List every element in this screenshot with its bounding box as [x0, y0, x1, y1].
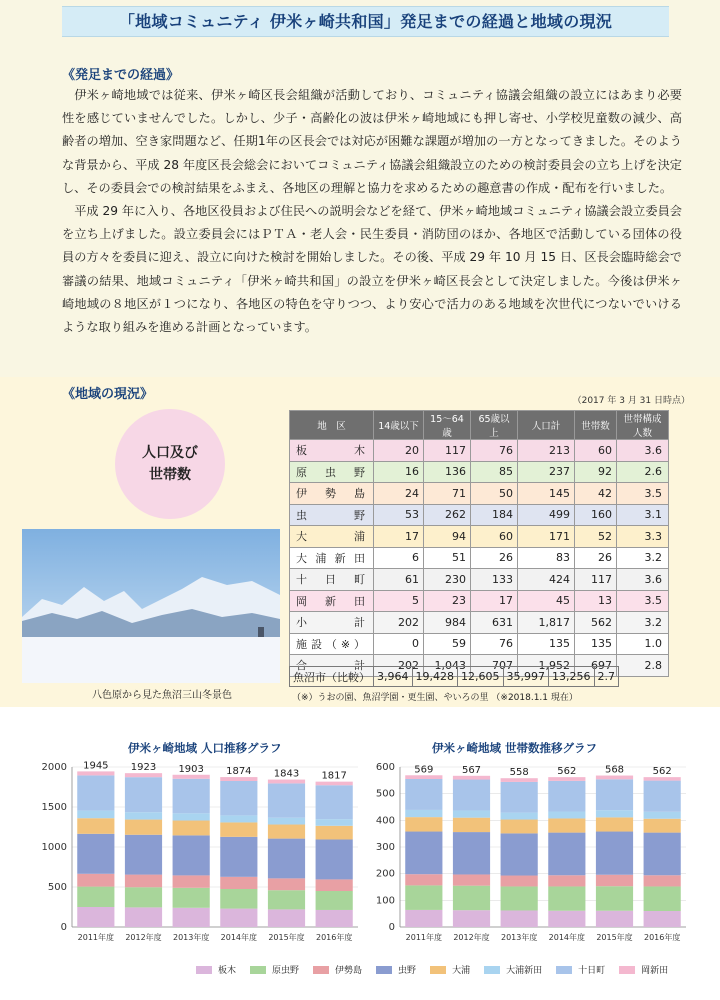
bar-segment-岡新田 [316, 782, 353, 786]
population-chart-title: 伊米ヶ崎地域 人口推移グラフ [128, 741, 282, 755]
x-tick-label: 2012年度 [453, 933, 490, 942]
table-cell: 1.0 [617, 633, 669, 655]
table-cell: 3.2 [617, 547, 669, 569]
x-tick-label: 2015年度 [596, 933, 633, 942]
x-tick-label: 2015年度 [268, 933, 305, 942]
bar-segment-大浦新田 [453, 810, 490, 817]
bar-segment-板木 [644, 911, 681, 927]
bar-segment-岡新田 [125, 773, 162, 777]
table-cell: 3.1 [617, 504, 669, 526]
table-header-cell: 地 区 [290, 411, 374, 440]
bar-segment-十日町 [173, 779, 210, 814]
date-note: （2017 年 3 月 31 日時点） [572, 396, 690, 406]
bar-segment-岡新田 [644, 777, 681, 780]
table-cell: 117 [424, 440, 471, 462]
circle-line-2: 世帯数 [149, 467, 191, 483]
legend-label: 岡新田 [641, 966, 669, 976]
bar-segment-伊勢島 [316, 879, 353, 891]
table-header-cell: 65歳以上 [471, 411, 518, 440]
bar-segment-原虫野 [596, 886, 633, 911]
bar-segment-板木 [268, 909, 305, 927]
bar-segment-原虫野 [77, 887, 114, 907]
history-paragraph-2: 平成 29 年に入り、各地区役員および住民への説明会などを経て、伊米ヶ崎地域コミュニティ協議会設立委員会を立ち上げました。設立委員会にはＰＴＡ・老人会・民生委員・消防団のほか、各地区で活動している団体の役員の方々を委員に迎え、設立に向けた検討を開始しました。その後、平成 29 年 10 月 15 日、区長会臨時総会で審議の結果、地域コミュニティ「伊米ヶ崎共和国」の設立を伊米ヶ崎区長会として決定しました。今後は伊米ヶ崎地域の８地区が１つになり、各地区の特色を守りつつ、より安心で活力のある地域を次世代につないでいけるような取り組みを進める計画となっています。 [62, 204, 682, 335]
bar-segment-大浦 [548, 818, 585, 832]
bar-segment-虫野 [173, 835, 210, 875]
table-cell: 184 [471, 504, 518, 526]
table-row [290, 440, 669, 462]
table-cell: 76 [471, 440, 518, 462]
table-cell: 3.3 [617, 526, 669, 548]
table-cell: 60 [471, 526, 518, 548]
bar-segment-虫野 [596, 832, 633, 875]
y-tick-label: 300 [375, 842, 395, 853]
bar-segment-大浦新田 [596, 810, 633, 817]
legend-label: 板木 [218, 966, 237, 976]
bar-segment-十日町 [596, 779, 633, 810]
bar-total-label: 1945 [83, 760, 109, 772]
legend-item [376, 963, 416, 976]
bar-segment-大浦 [220, 822, 257, 836]
table-cell: 20 [374, 440, 424, 462]
bar-segment-虫野 [453, 832, 490, 874]
table-cell: 23 [424, 590, 471, 612]
table-cell: 52 [575, 526, 617, 548]
bar-segment-大浦新田 [501, 813, 538, 820]
bar-segment-虫野 [316, 839, 353, 879]
current-status-section [0, 377, 720, 707]
legend-swatch [619, 966, 635, 974]
population-chart [30, 755, 370, 950]
chart-legend [196, 963, 682, 976]
table-header-cell: 人口計 [518, 411, 575, 440]
bar-segment-板木 [173, 908, 210, 927]
households-chart [358, 755, 698, 950]
bar-segment-伊勢島 [501, 876, 538, 887]
x-tick-label: 2013年度 [500, 933, 538, 942]
bar-segment-虫野 [548, 833, 585, 876]
table-cell: 202 [374, 655, 424, 677]
bar-total-label: 567 [461, 764, 482, 776]
bar-segment-大浦新田 [644, 812, 681, 819]
table-cell: 117 [575, 569, 617, 591]
legend-swatch [250, 966, 266, 974]
bar-segment-大浦新田 [316, 819, 353, 826]
table-cell: 71 [424, 483, 471, 505]
bar-segment-大浦新田 [173, 813, 210, 820]
bar-total-label: 569 [414, 764, 434, 776]
table-cell: 499 [518, 504, 575, 526]
bar-segment-大浦新田 [125, 812, 162, 819]
page-title: 「地域コミュニティ 伊米ヶ崎共和国」発足までの経過と地域の現況 [118, 12, 613, 31]
table-cell: 6 [374, 547, 424, 569]
table-row [290, 504, 669, 526]
circle-line-1: 人口及び [142, 445, 198, 461]
households-chart-title: 伊米ヶ崎地域 世帯数推移グラフ [432, 741, 598, 755]
district-name-cell: 原虫野 [290, 461, 374, 483]
table-cell: 24 [374, 483, 424, 505]
bar-segment-伊勢島 [125, 875, 162, 888]
bar-segment-大浦 [644, 819, 681, 833]
bar-segment-虫野 [501, 833, 538, 875]
table-cell: 1,952 [518, 655, 575, 677]
table-cell: 230 [424, 569, 471, 591]
y-tick-label: 200 [375, 868, 395, 880]
table-cell: 707 [471, 655, 518, 677]
table-cell: 51 [424, 547, 471, 569]
bar-segment-大浦 [596, 817, 633, 831]
bar-segment-大浦 [316, 826, 353, 840]
district-name-cell: 大浦新田 [290, 547, 374, 569]
bar-segment-大浦新田 [77, 811, 114, 819]
bar-segment-原虫野 [316, 891, 353, 910]
bar-segment-虫野 [220, 837, 257, 877]
district-name-cell: 合計 [290, 655, 374, 677]
bar-segment-岡新田 [268, 780, 305, 784]
table-header-cell: 15〜64歳 [424, 411, 471, 440]
winter-landscape-photo [22, 529, 280, 683]
bar-segment-岡新田 [453, 776, 490, 780]
bar-segment-岡新田 [220, 777, 257, 781]
bar-segment-板木 [77, 907, 114, 927]
bar-segment-大浦 [173, 821, 210, 836]
section-heading-status: 《地域の現況》 [62, 387, 154, 402]
city-comparison-row [290, 667, 619, 687]
winter-landscape-illustration [22, 529, 280, 683]
table-cell: 94 [424, 526, 471, 548]
bar-segment-岡新田 [548, 777, 585, 781]
bar-segment-大浦新田 [268, 818, 305, 825]
bar-segment-伊勢島 [548, 875, 585, 886]
bar-segment-十日町 [405, 779, 442, 810]
bar-segment-原虫野 [268, 890, 305, 909]
district-name-cell: 大浦 [290, 526, 374, 548]
bar-segment-岡新田 [596, 776, 633, 780]
table-cell: 262 [424, 504, 471, 526]
y-tick-label: 600 [375, 762, 395, 773]
table-cell: 697 [575, 655, 617, 677]
bar-segment-板木 [316, 910, 353, 927]
table-cell: 42 [575, 483, 617, 505]
table-cell: 0 [374, 633, 424, 655]
bar-segment-伊勢島 [596, 875, 633, 886]
bar-segment-大浦 [125, 820, 162, 835]
table-cell: 13 [575, 590, 617, 612]
bar-segment-虫野 [405, 832, 442, 875]
legend-swatch [430, 966, 446, 974]
district-name-cell: 岡新田 [290, 590, 374, 612]
bar-segment-十日町 [316, 785, 353, 819]
bar-segment-板木 [405, 910, 442, 927]
table-cell: 13,256 [549, 667, 595, 687]
table-cell: 213 [518, 440, 575, 462]
table-cell: 35,997 [503, 667, 549, 687]
bar-segment-大浦新田 [405, 810, 442, 817]
legend-item [484, 963, 542, 976]
table-header-row [290, 411, 669, 440]
table-cell: 83 [518, 547, 575, 569]
bar-segment-虫野 [77, 834, 114, 874]
population-circle-label [115, 409, 225, 519]
bar-segment-大浦 [77, 818, 114, 834]
legend-label: 原虫野 [272, 966, 300, 976]
bar-segment-十日町 [220, 781, 257, 815]
legend-label: 虫野 [398, 966, 417, 976]
photo-caption: 八色原から見た魚沼三山冬景色 [92, 690, 232, 701]
bar-segment-伊勢島 [268, 878, 305, 890]
table-cell: 5 [374, 590, 424, 612]
table-cell: 562 [575, 612, 617, 634]
table-cell: 3.5 [617, 590, 669, 612]
bar-segment-原虫野 [548, 886, 585, 910]
bar-segment-板木 [501, 910, 538, 927]
table-cell: 136 [424, 461, 471, 483]
x-tick-label: 2016年度 [643, 933, 681, 942]
legend-item [250, 963, 299, 976]
legend-label: 大浦新田 [506, 966, 543, 976]
legend-swatch [376, 966, 392, 974]
bar-segment-伊勢島 [453, 874, 490, 885]
district-name-cell: 板木 [290, 440, 374, 462]
x-tick-label: 2016年度 [315, 933, 353, 942]
table-cell: 26 [575, 547, 617, 569]
y-tick-label: 1500 [41, 802, 67, 813]
bar-total-label: 562 [652, 766, 672, 778]
bar-segment-大浦新田 [220, 815, 257, 822]
bar-segment-十日町 [501, 782, 538, 813]
table-cell: 59 [424, 633, 471, 655]
bar-total-label: 562 [557, 766, 577, 778]
bar-segment-伊勢島 [173, 875, 210, 887]
bar-segment-十日町 [77, 775, 114, 810]
y-tick-label: 1000 [41, 842, 67, 853]
legend-label: 大浦 [452, 966, 471, 976]
table-cell: 61 [374, 569, 424, 591]
bar-segment-虫野 [644, 833, 681, 876]
x-tick-label: 2014年度 [220, 933, 258, 942]
table-cell: 135 [518, 633, 575, 655]
table-cell: 85 [471, 461, 518, 483]
table-cell: 1,043 [424, 655, 471, 677]
history-section [0, 0, 720, 377]
district-name-cell: 小計 [290, 612, 374, 634]
legend-label: 伊勢島 [335, 966, 363, 976]
bar-total-label: 558 [509, 767, 529, 779]
bar-segment-岡新田 [77, 771, 114, 775]
city-comparison-table [289, 666, 619, 687]
section-heading-history: 《発足までの経過》 [62, 68, 180, 83]
table-row [290, 526, 669, 548]
y-tick-label: 400 [375, 815, 395, 827]
bar-segment-板木 [125, 907, 162, 927]
table-header-cell: 14歳以下 [374, 411, 424, 440]
table-cell: 160 [575, 504, 617, 526]
bar-segment-大浦 [501, 820, 538, 834]
table-cell: 3,964 [374, 667, 413, 687]
bar-segment-虫野 [268, 839, 305, 879]
bar-segment-原虫野 [125, 887, 162, 907]
charts-section [0, 707, 720, 1000]
table-row [290, 590, 669, 612]
table-cell: 3.2 [617, 612, 669, 634]
y-tick-label: 0 [60, 922, 67, 933]
bar-segment-原虫野 [501, 886, 538, 910]
y-tick-label: 2000 [41, 762, 67, 773]
bar-segment-大浦新田 [548, 812, 585, 819]
legend-swatch [196, 966, 212, 974]
history-body [62, 84, 682, 339]
bar-segment-十日町 [644, 781, 681, 812]
bar-segment-十日町 [268, 783, 305, 817]
table-header-cell: 世帯構成人数 [617, 411, 669, 440]
bar-segment-十日町 [453, 780, 490, 811]
bar-segment-伊勢島 [644, 875, 681, 886]
bar-segment-大浦 [453, 818, 490, 832]
x-tick-label: 2013年度 [172, 933, 210, 942]
bar-total-label: 1874 [226, 766, 252, 778]
table-header-cell: 世帯数 [575, 411, 617, 440]
table-row [290, 461, 669, 483]
table-cell: 171 [518, 526, 575, 548]
bar-segment-板木 [453, 910, 490, 927]
bar-total-label: 1817 [321, 770, 347, 782]
legend-item [556, 963, 605, 976]
table-cell: 45 [518, 590, 575, 612]
table-cell: 60 [575, 440, 617, 462]
legend-item [619, 963, 668, 976]
table-cell: 50 [471, 483, 518, 505]
table-row [290, 569, 669, 591]
bar-segment-大浦 [405, 817, 442, 831]
history-paragraph-1: 伊米ヶ崎地域では従来、伊米ヶ崎区長会組織が活動しており、コミュニティ協議会組織の設立にはあまり必要性を感じていませんでした。しかし、少子・高齢化の波は伊米ヶ崎地域にも押し寄せ、小学校児童数の減少、高齢者の増加、空き家問題など、任期1年の区長会では対応が困難な課題が増加の一方となってきました。そのような背景から、平成 28 年度区長会総会においてコミュニティ協議会組織設立のための検討委員会の立ち上げを決定し、その委員会での検討結果をふまえ、各地区の理解と協力を求めるための趣意書の作成・配布を行いました。 [62, 88, 682, 195]
table-cell: 237 [518, 461, 575, 483]
population-table [289, 410, 669, 677]
bar-segment-虫野 [125, 835, 162, 875]
legend-label: 十日町 [578, 966, 606, 976]
x-tick-label: 2011年度 [405, 933, 443, 942]
bar-total-label: 1843 [273, 768, 300, 780]
y-tick-label: 0 [388, 922, 395, 933]
y-tick-label: 500 [47, 882, 67, 893]
table-cell: 631 [471, 612, 518, 634]
table-cell: 2.8 [617, 655, 669, 677]
table-row [290, 547, 669, 569]
bar-segment-板木 [596, 911, 633, 927]
legend-item [313, 963, 362, 976]
table-cell: 1,817 [518, 612, 575, 634]
district-name-cell: 虫野 [290, 504, 374, 526]
table-cell: 3.6 [617, 440, 669, 462]
table-cell: 424 [518, 569, 575, 591]
table-cell: 3.6 [617, 569, 669, 591]
legend-swatch [556, 966, 572, 974]
bar-segment-岡新田 [501, 778, 538, 782]
table-cell: 145 [518, 483, 575, 505]
table-cell: 2.6 [617, 461, 669, 483]
table-cell: 19,428 [412, 667, 458, 687]
x-tick-label: 2011年度 [77, 933, 115, 942]
table-row [290, 483, 669, 505]
table-cell: 3.5 [617, 483, 669, 505]
bar-segment-原虫野 [453, 886, 490, 911]
table-cell: 92 [575, 461, 617, 483]
city-name-cell: 魚沼市（比較） [290, 667, 374, 687]
district-name-cell: 施設（※） [290, 633, 374, 655]
bar-segment-原虫野 [220, 889, 257, 909]
x-tick-label: 2014年度 [548, 933, 586, 942]
bar-segment-伊勢島 [405, 874, 442, 885]
bar-segment-岡新田 [405, 775, 442, 779]
bar-segment-板木 [548, 911, 585, 927]
bar-total-label: 1923 [130, 762, 157, 774]
bar-segment-原虫野 [644, 886, 681, 911]
table-cell: 135 [575, 633, 617, 655]
table-body [290, 440, 669, 677]
table-footnote: （※）うおの園、魚沼学園・更生園、やいろの里 （※2018.1.1 現在） [292, 693, 578, 703]
bar-segment-十日町 [548, 781, 585, 812]
bar-segment-原虫野 [405, 885, 442, 910]
table-cell: 26 [471, 547, 518, 569]
bar-segment-原虫野 [173, 888, 210, 908]
bar-segment-伊勢島 [220, 877, 257, 889]
table-row [290, 612, 669, 634]
bar-total-label: 1903 [178, 763, 204, 775]
page-title-bar [62, 6, 669, 37]
y-tick-label: 500 [375, 788, 395, 800]
bar-segment-大浦 [268, 825, 305, 839]
bar-total-label: 568 [604, 764, 625, 776]
table-cell: 12,605 [458, 667, 504, 687]
table-cell: 2.7 [594, 667, 619, 687]
bar-segment-岡新田 [173, 775, 210, 779]
bar-segment-十日町 [125, 777, 162, 812]
legend-item [196, 963, 236, 976]
bar-segment-板木 [220, 909, 257, 927]
legend-swatch [484, 966, 500, 974]
table-cell: 202 [374, 612, 424, 634]
x-tick-label: 2012年度 [125, 933, 162, 942]
bar-segment-伊勢島 [77, 874, 114, 887]
table-cell: 17 [471, 590, 518, 612]
legend-item [430, 963, 470, 976]
district-name-cell: 十日町 [290, 569, 374, 591]
legend-swatch [313, 966, 329, 974]
table-row [290, 633, 669, 655]
district-name-cell: 伊勢島 [290, 483, 374, 505]
table-cell: 53 [374, 504, 424, 526]
y-tick-label: 100 [375, 895, 395, 907]
table-cell: 76 [471, 633, 518, 655]
table-cell: 17 [374, 526, 424, 548]
table-cell: 133 [471, 569, 518, 591]
table-cell: 16 [374, 461, 424, 483]
table-cell: 984 [424, 612, 471, 634]
